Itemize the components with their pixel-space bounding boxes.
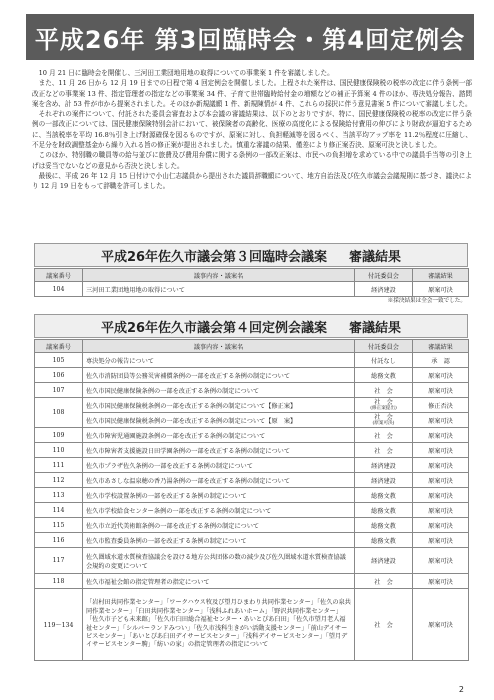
bill-name: 佐久市監査委員条例の一部を改正する条例の制定について <box>83 533 355 548</box>
section1-table <box>34 268 469 297</box>
bill-number: 113 <box>35 488 83 503</box>
bill-number: 114 <box>35 503 83 518</box>
bill-name: 専決処分の報告について <box>83 353 355 368</box>
committee <box>355 413 413 428</box>
table-header-row <box>35 269 469 282</box>
header-cell: 審議結果 <box>413 269 469 282</box>
committee-note: (修正案提出) <box>370 406 397 411</box>
bill-name: 佐久市消防団員等公務災害補償条例の一部を改正する条例の制定について <box>83 368 355 383</box>
bill-number: 115 <box>35 518 83 533</box>
bill-number: 119〜134 <box>35 589 83 661</box>
table-row <box>35 518 469 533</box>
result: 原案可決 <box>413 473 469 488</box>
table-row <box>35 548 469 574</box>
committee: 経済建設 <box>355 473 413 488</box>
section1-title-right: 審議結果 <box>349 249 402 265</box>
title-banner <box>26 14 474 60</box>
result: 原案可決 <box>413 574 469 589</box>
bill-number: 117 <box>35 548 83 574</box>
bill-number: 118 <box>35 574 83 589</box>
section1-title <box>34 243 468 267</box>
bill-name: 佐久圏域水道水質検査協議会を設ける地方公共団体の数の減少及び佐久圏域水道水質検査協議会規約の変更について <box>83 548 355 574</box>
bill-number: 106 <box>35 368 83 383</box>
intro-paragraph: このほか、特別職の職員等の給与並びに旅費及び費用弁償に関する条例の一部改正案は、市民への負担増を求めている中での議員手当等の引き上げは妥当でないなどの意見から否決と決しました。 <box>32 151 472 170</box>
committee: 総務文教 <box>355 488 413 503</box>
table-row <box>35 488 469 503</box>
bill-name: 佐久市プラザ佐久条例の一部を改正する条例の制定について <box>83 458 355 473</box>
table-row <box>35 574 469 589</box>
bill-number: 111 <box>35 458 83 473</box>
section1-title-left: 平成26年佐久市議会第３回臨時会議案 <box>100 249 328 265</box>
committee: 社 会 <box>355 574 413 589</box>
table-row <box>35 398 469 413</box>
header-cell: 付託委員会 <box>355 340 413 353</box>
section2-title <box>34 314 468 338</box>
bill-name: 佐久市学校設置条例の一部を改正する条例の制定について <box>83 488 355 503</box>
table-row <box>35 443 469 458</box>
bill-name: 佐久市学校給食センター条例の一部を改正する条例の制定について <box>83 503 355 518</box>
table-row <box>35 368 469 383</box>
table-row <box>35 533 469 548</box>
result: 承 認 <box>413 353 469 368</box>
bill-name: 佐久市国民健康保険条例の一部を改正する条例の制定について <box>83 383 355 398</box>
result: 原案可決 <box>413 589 469 661</box>
table-row <box>35 589 469 661</box>
bill-number: 116 <box>35 533 83 548</box>
page-number: 2 <box>458 685 464 694</box>
table-row <box>35 428 469 443</box>
bill-number: 107 <box>35 383 83 398</box>
result: 修正否決 <box>413 398 469 413</box>
committee: 社 会 <box>355 428 413 443</box>
header-cell: 審議結果 <box>413 340 469 353</box>
intro-paragraph: 最後に、平成 26 年 12 月 15 日付けで小山仁志議員から提出された議員辞職願について、地方自治法及び佐久市議会会議規則に基づき、議決により 12 月 19 日をもって辞職を許可しました。 <box>32 171 472 191</box>
header-cell: 付託委員会 <box>355 269 413 282</box>
result: 原案可決 <box>413 443 469 458</box>
intro-paragraph: また、11 月 26 日から 12 月 19 日までの日程で第 4 回定例会を開催しました。上程された案件は、国民健康保険税の税率の改定に伴う条例一部改正などの事業案 13 件、指定管理者の指定などの事業案 34 件、子育て世帯臨時給付金の増額などの補正予算案 4 件のほか、専決処分報告、諮問案を含め、計 53 件が市から提案されました。そのほか新規議願 1 件、新規陳情が 4 件、これらの採択に伴う意見書案 5 件について審議しました。 <box>32 79 472 108</box>
table-row <box>35 458 469 473</box>
committee: 経済建設 <box>355 282 413 297</box>
bill-name: 佐久市国民健康保険税条例の一部を改正する条例の制定について【原 案】 <box>83 413 355 428</box>
section2-title-left: 平成26年佐久市議会第４回定例会議案 <box>100 320 328 336</box>
result: 原案可決 <box>413 368 469 383</box>
committee-label: 社 会 <box>374 414 393 421</box>
bill-name: 佐久市あさしな温泉穂の香乃湯条例の一部を改正する条例の制定について <box>83 473 355 488</box>
table-row <box>35 383 469 398</box>
result: 原案可決 <box>413 458 469 473</box>
vote-note: ※採決結果は全会一致でした。 <box>387 298 466 304</box>
committee: 経済建設 <box>355 458 413 473</box>
header-cell: 議案番号 <box>35 340 83 353</box>
table-row <box>35 503 469 518</box>
committee: 社 会 <box>355 589 413 661</box>
bill-name: 「岩村田共同作業センター」「ワークハウス牧及び望月ひまわり共同作業センター」「佐久の泉共同作業センター」「臼田共同作業センター」「浅科ふれあいホーム」「野沢共同作業センター」「佐久市子ども未来館」「佐久市臼田総合福祉センター・あいとぴあ臼田」「佐久市望月老人福祉センター」「シルバーランドみつい」「佐久市浅科生きがい活動支援センター」「前山デイサービスセンター」「あいとぴあ臼田デイサービスセンター」「浅科デイサービスセンター」「望月デイサービスセンター駒」「紡いの家」の指定管理者の指定について <box>83 589 355 661</box>
intro-paragraph: それぞれの案件について、付託された委員会審査および本会議の審議結果は、以下のとおりですが、特に、国民健康保険税の税率の改定に伴う条例の一部改正については、国民健康保険特別会計において、被保険者の高齢化、医療の高度化による保険給付費用の伸びにより財政が逼迫するために、当該税率を平均 16.8％引き上げ財源確保を図るものですが、原案に対し、負担軽減等を図るべく、当該平均アップ率を 11.2％程度に圧縮し、不足分を財政調整基金から繰り入れる旨の修正案が提出されました。慎重な審議の結果、僅差により修正案否決、原案可決と決しました。 <box>32 110 472 150</box>
result: 原案可決 <box>413 533 469 548</box>
committee: 社 会 <box>355 443 413 458</box>
bill-name: 佐久市国民健康保険税条例の一部を改正する条例の制定について【修正案】 <box>83 398 355 413</box>
bill-name: 佐久市障害者支援施設日田学園条例の一部を改正する条例の制定について <box>83 443 355 458</box>
result: 原案可決 <box>413 383 469 398</box>
result: 原案可決 <box>413 413 469 428</box>
committee: 付託なし <box>355 353 413 368</box>
bill-number: 109 <box>35 428 83 443</box>
header-cell: 議事内容・議案名 <box>83 340 355 353</box>
intro-text <box>32 68 472 192</box>
section2-title-right: 審議結果 <box>349 320 402 336</box>
table-row <box>35 473 469 488</box>
table-row <box>35 353 469 368</box>
section2-table <box>34 339 469 661</box>
committee: 総務文教 <box>355 503 413 518</box>
result: 原案可決 <box>413 488 469 503</box>
bill-number: 104 <box>35 282 83 297</box>
committee-label: 社 会 <box>374 399 393 406</box>
bill-number: 105 <box>35 353 83 368</box>
committee: 経済建設 <box>355 548 413 574</box>
header-cell: 議案番号 <box>35 269 83 282</box>
bill-name: 佐久市立近代美術館条例の一部を改正する条例の制定について <box>83 518 355 533</box>
result: 原案可決 <box>413 282 469 297</box>
result: 原案可決 <box>413 428 469 443</box>
committee: 総務文教 <box>355 533 413 548</box>
table-header-row <box>35 340 469 353</box>
table-row <box>35 282 469 297</box>
result: 原案可決 <box>413 548 469 574</box>
table-row <box>35 413 469 428</box>
committee: 総務文教 <box>355 518 413 533</box>
bill-name: 佐久市福祉会館の指定管理者の指定について <box>83 574 355 589</box>
intro-paragraph: 10 月 21 日に臨時会を開催し、三河田工業団地用地の取得についての事業案 1 件を審議しました。 <box>38 69 334 77</box>
bill-number: 110 <box>35 443 83 458</box>
committee: 総務文教 <box>355 368 413 383</box>
page-title: 平成26年 第3回臨時会・第4回定例会 <box>34 25 466 54</box>
bill-name: 三河田工業団地用地の取得について <box>83 282 355 297</box>
bill-number: 108 <box>35 398 83 428</box>
header-cell: 議事内容・議案名 <box>83 269 355 282</box>
bill-number: 112 <box>35 473 83 488</box>
result: 原案可決 <box>413 503 469 518</box>
committee: 社 会 <box>355 383 413 398</box>
committee <box>355 398 413 413</box>
result: 原案可決 <box>413 518 469 533</box>
bill-name: 佐久市障害児通園施設条例の一部を改正する条例の制定について <box>83 428 355 443</box>
committee-note: (原案可決) <box>372 421 395 426</box>
